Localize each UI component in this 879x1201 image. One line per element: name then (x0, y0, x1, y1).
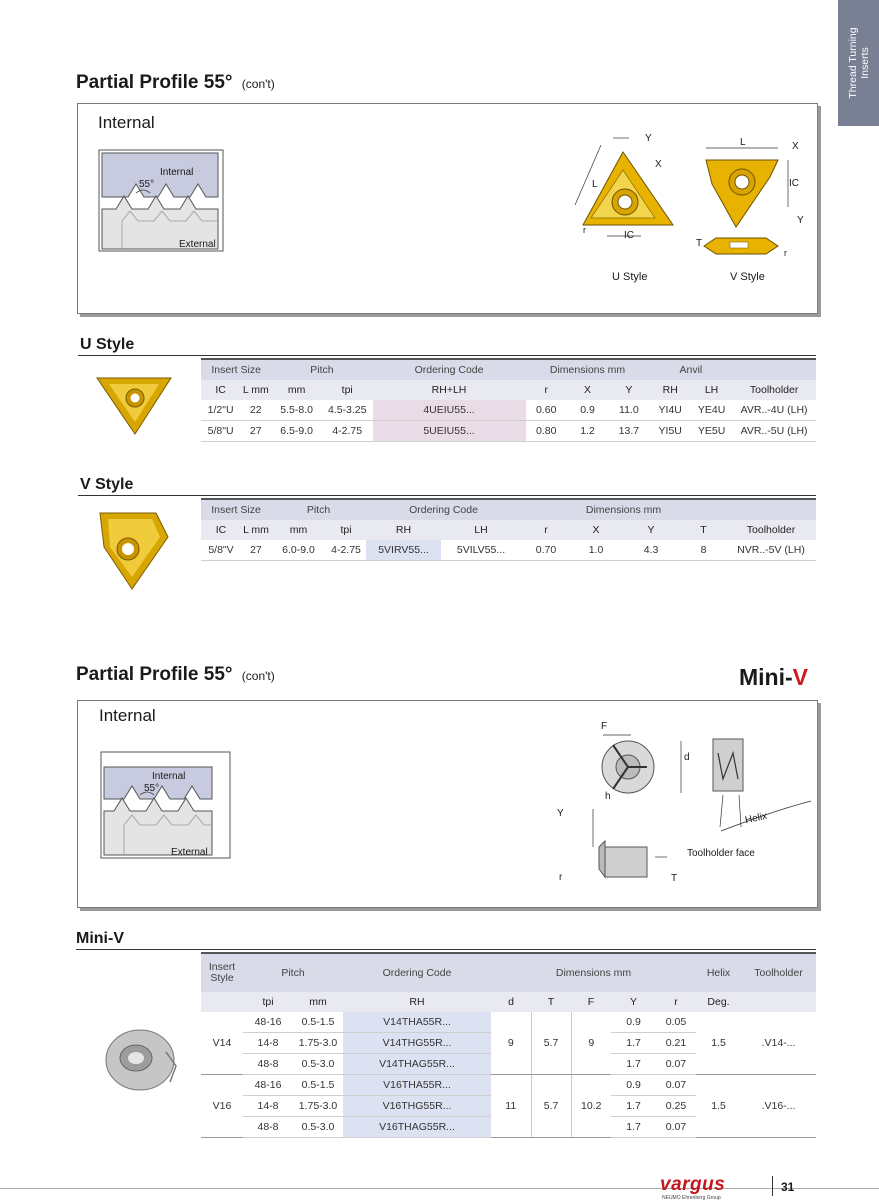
col-y: Y (611, 992, 656, 1012)
insert-style-cell: V14 (201, 1012, 243, 1075)
cell: 0.9 (567, 400, 608, 421)
cell: 10.2 (571, 1075, 611, 1138)
helix-label: Helix (744, 810, 769, 827)
v-l-label: L (740, 137, 746, 148)
external-label: External (179, 239, 216, 250)
external-label: External (171, 847, 208, 858)
mini-v-group-header (201, 953, 816, 992)
u-y-label: Y (645, 133, 652, 144)
col-rh: RH (343, 992, 491, 1012)
header-insert-style: Insert Style (201, 953, 243, 992)
cell: 14-8 (243, 1096, 293, 1117)
cell: 27 (240, 421, 271, 442)
side-tab-label (838, 0, 879, 126)
section-title (76, 72, 275, 94)
cell: 1.75-3.0 (293, 1033, 343, 1054)
cell: 0.25 (656, 1096, 696, 1117)
cell: 0.21 (656, 1033, 696, 1054)
v-style-caption: V Style (730, 271, 765, 283)
internal-label: Internal (160, 167, 194, 178)
side-tab-line2: Inserts (858, 47, 871, 79)
u-style-insert-image (95, 374, 175, 436)
mini-v-table (201, 952, 816, 1138)
col-deg: Deg. (696, 992, 741, 1012)
cell: 0.9 (611, 1075, 656, 1096)
cell: YI4U (650, 400, 691, 421)
header-blank (732, 359, 816, 380)
col-x: X (567, 380, 608, 400)
cell: 0.5-1.5 (293, 1075, 343, 1096)
cell: 0.60 (526, 400, 567, 421)
cell: 5.7 (531, 1075, 571, 1138)
cell: 0.05 (656, 1012, 696, 1033)
col-r: r (656, 992, 696, 1012)
u-l-label: L (592, 179, 598, 190)
col-tpi: tpi (243, 992, 293, 1012)
cell: 1.5 (696, 1075, 741, 1138)
col-ic: IC (201, 380, 240, 400)
cell: 48-8 (243, 1054, 293, 1075)
cell: 4-2.75 (326, 540, 366, 561)
cell: 48-16 (243, 1075, 293, 1096)
col-ic: IC (201, 520, 241, 540)
brand-prefix: Mini- (739, 664, 793, 690)
logo-text: vargus (660, 1174, 726, 1195)
cell: 27 (241, 540, 271, 561)
cell: 1.5 (696, 1012, 741, 1075)
u-ic-label: IC (624, 230, 634, 241)
cell: 22 (240, 400, 271, 421)
col-blank (741, 992, 816, 1012)
mini-v-rule (76, 949, 816, 950)
insert-style-cell: V16 (201, 1075, 243, 1138)
col-t: T (681, 520, 726, 540)
page-number: 31 (781, 1180, 795, 1194)
u-style-title: U Style (80, 336, 135, 353)
v-table-group-header (201, 499, 816, 520)
col-tpi: tpi (326, 520, 366, 540)
mini-v-brand (739, 664, 808, 691)
u-r-label: r (583, 225, 586, 235)
cell: 9 (571, 1012, 611, 1075)
section-subtitle: (con't) (241, 77, 275, 91)
t-label: T (671, 873, 678, 884)
panel-title: Internal (98, 113, 155, 132)
cell: 5.5-8.0 (271, 400, 322, 421)
mini-v-insert-image (100, 1026, 180, 1096)
col-toolholder: Toolholder (732, 380, 816, 400)
angle-label: 55° (144, 783, 160, 794)
cell: YE4U (691, 400, 732, 421)
col-y: Y (608, 380, 649, 400)
col-l: L mm (240, 380, 271, 400)
cell: 4.5-3.25 (322, 400, 373, 421)
r-label: r (559, 872, 563, 883)
u-table-group-header (201, 359, 816, 380)
col-rh: RH (366, 520, 441, 540)
section-title-text: Partial Profile 55° (76, 72, 233, 93)
cell: 1.0 (571, 540, 621, 561)
footer-rule (0, 1188, 879, 1189)
cell: 1/2"U (201, 400, 240, 421)
cell: 5/8"U (201, 421, 240, 442)
col-rh-lh: RH+LH (373, 380, 526, 400)
cell: .V16-... (741, 1075, 816, 1138)
mini-v-title: Mini-V (76, 930, 124, 947)
col-r: r (521, 520, 571, 540)
col-d: d (491, 992, 531, 1012)
header-dimensions: Dimensions mm (526, 359, 650, 380)
cell: 13.7 (608, 421, 649, 442)
col-toolholder: Toolholder (726, 520, 816, 540)
cell: 0.5-3.0 (293, 1117, 343, 1138)
internal-panel-2 (77, 700, 818, 908)
cell: 1.2 (567, 421, 608, 442)
header-ordering-code: Ordering Code (366, 499, 521, 520)
col-tpi: tpi (322, 380, 373, 400)
cell: 6.5-9.0 (271, 421, 322, 442)
ordering-code-cell: 5VILV55... (441, 540, 521, 561)
col-f: F (571, 992, 611, 1012)
cell: AVR..-5U (LH) (732, 421, 816, 442)
section-subtitle: (con't) (241, 669, 275, 683)
v-style-title: V Style (80, 476, 134, 493)
header-ordering-code: Ordering Code (343, 953, 491, 992)
cell: 0.70 (521, 540, 571, 561)
mini-v-col-header (201, 992, 816, 1012)
header-insert-size: Insert Size (201, 359, 271, 380)
u-style-rule (78, 355, 816, 356)
cell: 48-8 (243, 1117, 293, 1138)
header-dimensions: Dimensions mm (491, 953, 696, 992)
ordering-code-cell: 5UEIU55... (373, 421, 526, 442)
thread-profile-diagram (100, 751, 233, 860)
v-t-label: T (696, 238, 703, 249)
cell: 0.80 (526, 421, 567, 442)
section-title-2 (76, 664, 275, 686)
v-y-label: Y (797, 215, 804, 226)
ordering-code-cell: V14THAG55R... (343, 1054, 491, 1075)
cell: 1.7 (611, 1054, 656, 1075)
col-x: X (571, 520, 621, 540)
cell: 0.5-1.5 (293, 1012, 343, 1033)
side-tab[interactable] (838, 0, 879, 126)
cell: 4.3 (621, 540, 681, 561)
cell: 5/8"V (201, 540, 241, 561)
col-lh: LH (441, 520, 521, 540)
cell: 5.7 (531, 1012, 571, 1075)
cell: YE5U (691, 421, 732, 442)
page-divider (772, 1176, 773, 1196)
cell: 4-2.75 (322, 421, 373, 442)
internal-label: Internal (152, 771, 186, 782)
col-l: L mm (241, 520, 271, 540)
logo-subtext: NEUMO Ehrenberg Group (662, 1195, 721, 1201)
ordering-code-cell: V16THA55R... (343, 1075, 491, 1096)
h-label: h (605, 791, 611, 802)
table-row (201, 540, 816, 561)
cell: 0.07 (656, 1075, 696, 1096)
v-x-label: X (792, 141, 799, 152)
table-row (201, 1012, 816, 1033)
cell: 14-8 (243, 1033, 293, 1054)
cell: 1.75-3.0 (293, 1096, 343, 1117)
cell: 0.9 (611, 1012, 656, 1033)
ordering-code-cell: V16THG55R... (343, 1096, 491, 1117)
header-ordering-code: Ordering Code (373, 359, 526, 380)
cell: 1.7 (611, 1096, 656, 1117)
ordering-code-cell: 5VIRV55... (366, 540, 441, 561)
cell: YI5U (650, 421, 691, 442)
ordering-code-cell: 4UEIU55... (373, 400, 526, 421)
cell: 0.5-3.0 (293, 1054, 343, 1075)
cell: 1.7 (611, 1033, 656, 1054)
internal-panel (77, 103, 818, 314)
section-title-text: Partial Profile 55° (76, 664, 233, 685)
toolholder-face-label: Toolholder face (687, 848, 755, 859)
y-label: Y (557, 808, 564, 819)
header-dimensions: Dimensions mm (521, 499, 726, 520)
cell: 9 (491, 1012, 531, 1075)
col-y: Y (621, 520, 681, 540)
cell: 1.7 (611, 1117, 656, 1138)
v-r-label: r (784, 248, 787, 258)
brand-suffix: V (792, 664, 808, 690)
ordering-code-cell: V14THA55R... (343, 1012, 491, 1033)
header-insert-size: Insert Size (201, 499, 271, 520)
vargus-logo[interactable] (660, 1174, 726, 1201)
mini-v-insert-drawing (573, 719, 813, 891)
v-style-rule (78, 495, 816, 496)
header-toolholder: Toolholder (741, 953, 816, 992)
cell: AVR..-4U (LH) (732, 400, 816, 421)
col-blank (201, 992, 243, 1012)
v-style-table (201, 498, 816, 561)
cell: 11.0 (608, 400, 649, 421)
header-blank (726, 499, 816, 520)
side-tab-line1: Thread Turning (846, 27, 859, 99)
col-r: r (526, 380, 567, 400)
cell: 48-16 (243, 1012, 293, 1033)
col-mm: mm (271, 380, 322, 400)
u-x-label: X (655, 159, 662, 170)
col-anvil-rh: RH (650, 380, 691, 400)
cell: NVR..-5V (LH) (726, 540, 816, 561)
u-style-table (201, 358, 816, 442)
header-pitch: Pitch (243, 953, 343, 992)
cell: 8 (681, 540, 726, 561)
v-style-insert-image (96, 507, 176, 593)
header-helix: Helix (696, 953, 741, 992)
angle-label: 55° (139, 179, 155, 190)
d-label: d (684, 752, 690, 763)
col-anvil-lh: LH (691, 380, 732, 400)
f-label: F (601, 721, 608, 732)
panel-title: Internal (99, 706, 156, 725)
cell: 0.07 (656, 1054, 696, 1075)
col-t: T (531, 992, 571, 1012)
header-pitch: Pitch (271, 359, 372, 380)
ordering-code-cell: V14THG55R... (343, 1033, 491, 1054)
cell: .V14-... (741, 1012, 816, 1075)
u-style-caption: U Style (612, 271, 648, 283)
table-row (201, 400, 816, 421)
header-anvil: Anvil (650, 359, 733, 380)
col-mm: mm (293, 992, 343, 1012)
ordering-code-cell: V16THAG55R... (343, 1117, 491, 1138)
v-ic-label: IC (789, 178, 799, 189)
table-row (201, 421, 816, 442)
cell: 6.0-9.0 (271, 540, 326, 561)
cell: 11 (491, 1075, 531, 1138)
header-pitch: Pitch (271, 499, 366, 520)
cell: 0.07 (656, 1117, 696, 1138)
u-table-col-header (201, 380, 816, 400)
v-table-col-header (201, 520, 816, 540)
table-row (201, 1075, 816, 1096)
col-mm: mm (271, 520, 326, 540)
